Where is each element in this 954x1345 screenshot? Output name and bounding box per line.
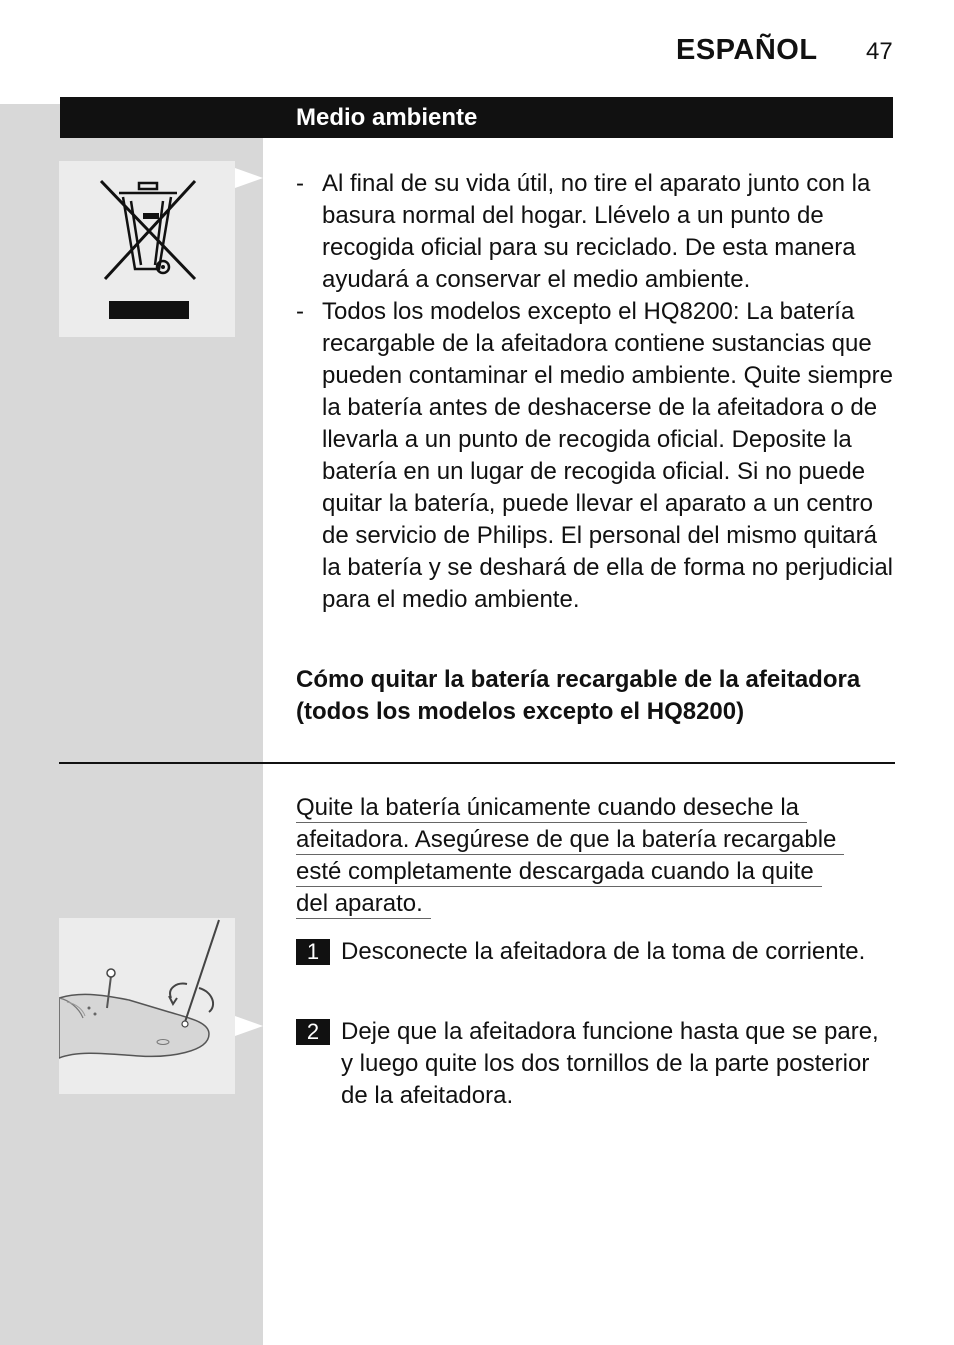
bullet-marker: - xyxy=(296,170,304,197)
step-item xyxy=(296,936,892,968)
recycling-image xyxy=(59,161,235,337)
shaver-image xyxy=(59,918,235,1094)
step-number-badge: 2 xyxy=(296,1019,330,1045)
section-divider xyxy=(59,762,895,764)
bullet-marker: - xyxy=(296,298,304,325)
bullet-item xyxy=(296,296,900,616)
step-text: Deje que la afeitadora funcione hasta que se pare, y luego quite los dos tornillos de la parte posterior de la afeitadora. xyxy=(341,1018,879,1109)
image-pointer xyxy=(235,168,263,188)
subsection-heading: Cómo quitar la batería recargable de la afeitadora (todos los modelos excepto el HQ8200) xyxy=(296,666,861,725)
step-text: Desconecte la afeitadora de la toma de corriente. xyxy=(341,938,866,965)
page-number: 47 xyxy=(866,38,893,65)
section-title: Medio ambiente xyxy=(296,104,478,131)
step-number-badge: 1 xyxy=(296,939,330,965)
warning-line: afeitadora. Asegúrese de que la batería recargable xyxy=(296,824,844,856)
warning-line: esté completamente descargada cuando la quite xyxy=(296,856,822,888)
warning-line: del aparato. xyxy=(296,888,431,920)
bullet-text: Todos los modelos excepto el HQ8200: La batería recargable de la afeitadora contiene sustancias que pueden contaminar el medio ambiente. Quite siempre la batería antes de deshacerse de la afeitadora o de llevarla a un punto de recogida oficial. Deposite la batería en un lugar de recogida oficial. Si no puede quitar la batería, puede llevar el aparato a un centro de servicio de Philips. El personal del mismo quitará la batería y se deshará de ella de forma no perjudicial para el medio ambiente. xyxy=(322,298,894,613)
language-label: ESPAÑOL xyxy=(676,34,818,66)
step-item xyxy=(296,1016,892,1112)
shaver-screw-removal-illustration xyxy=(59,918,235,1094)
warning-line: Quite la batería únicamente cuando deseche la xyxy=(296,792,807,824)
image-pointer xyxy=(235,1016,263,1036)
bullet-item xyxy=(296,168,900,296)
crossed-out-wheelie-bin-icon xyxy=(59,161,235,337)
bullet-text: Al final de su vida útil, no tire el aparato junto con la basura normal del hogar. Llévelo a un punto de recogida oficial para su reciclado. De esta manera ayudará a conservar el medio ambiente. xyxy=(322,170,871,293)
